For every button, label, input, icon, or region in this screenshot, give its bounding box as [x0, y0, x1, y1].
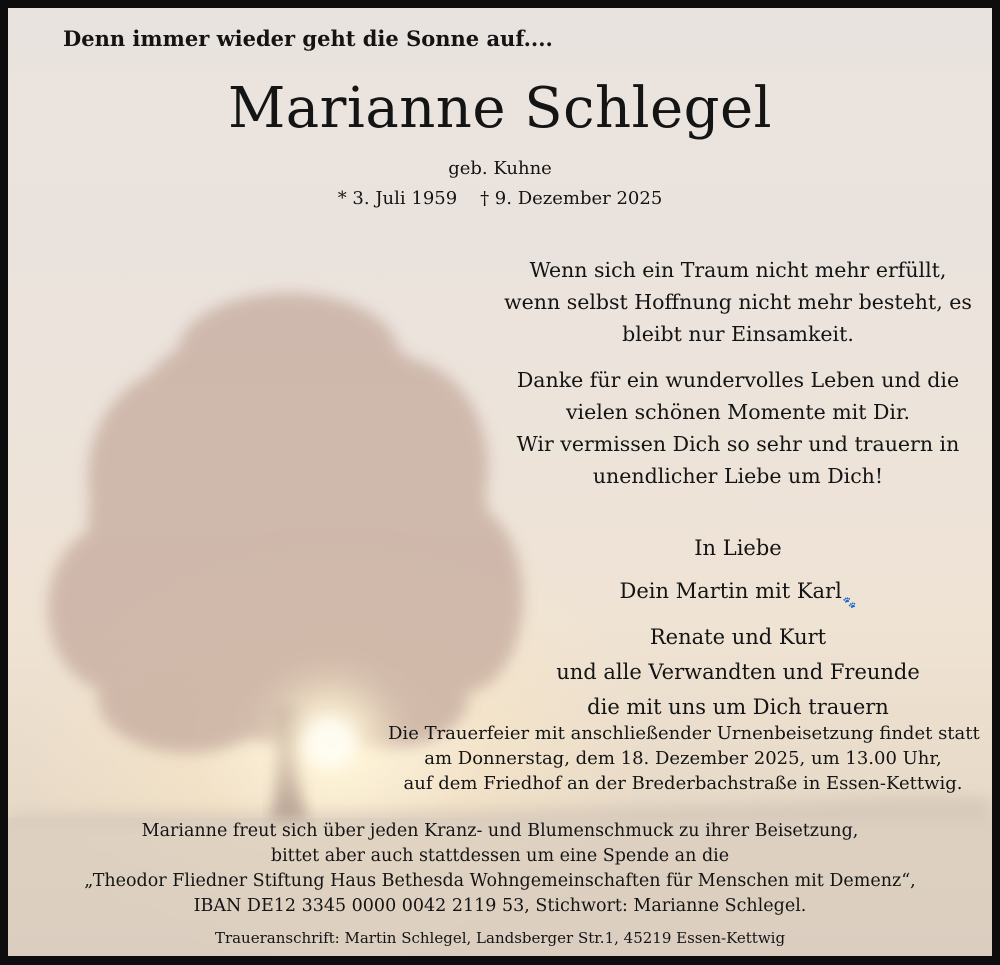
poem-line: vielen schönen Momente mit Dir.: [565, 400, 911, 424]
donation-line: „Theodor Fliedner Stiftung Haus Bethesda Wohngemeinschaften für Menschen mit Demenz“,: [84, 871, 916, 891]
signature-line: die mit uns um Dich trauern: [587, 695, 889, 719]
poem-stanza-1: [488, 254, 988, 350]
funeral-line: am Donnerstag, dem 18. Dezember 2025, um 13.00 Uhr,: [424, 748, 942, 769]
signature-line: Dein Martin mit Karl🐾: [478, 574, 992, 620]
poem-line: bleibt nur Einsamkeit.: [622, 322, 854, 346]
donation-line: bittet aber auch stattdessen um eine Spende an die: [270, 846, 730, 866]
poem-stanza-2: [488, 364, 988, 492]
birth-date: * 3. Juli 1959: [337, 188, 458, 209]
poem-line: Wenn sich ein Traum nicht mehr erfüllt,: [529, 258, 947, 282]
signature-line: Renate und Kurt: [649, 625, 827, 649]
deceased-name: Marianne Schlegel: [227, 76, 773, 141]
mourning-address: Traueranschrift: Martin Schlegel, Landsberger Str.1, 45219 Essen-Kettwig: [214, 929, 786, 947]
obituary-notice: [8, 8, 992, 956]
maiden-name: geb. Kuhne: [448, 158, 552, 179]
poem-line: Danke für ein wundervolles Leben und die: [516, 368, 960, 392]
life-dates: [8, 188, 992, 209]
funeral-details: [388, 721, 978, 796]
motto: Denn immer wieder geht die Sonne auf....: [63, 26, 553, 51]
donation-request: [8, 819, 992, 919]
funeral-line: Die Trauerfeier mit anschließender Urnenbeisetzung findet statt: [388, 723, 980, 744]
donation-line: Marianne freut sich über jeden Kranz- und Blumenschmuck zu ihrer Beisetzung,: [141, 821, 859, 841]
donation-line: IBAN DE12 3345 0000 0042 2119 53, Stichwort: Marianne Schlegel.: [193, 896, 807, 916]
death-date: † 9. Dezember 2025: [480, 188, 663, 209]
funeral-line: auf dem Friedhof an der Brederbachstraße in Essen-Kettwig.: [403, 773, 963, 794]
poem-line: unendlicher Liebe um Dich!: [592, 464, 884, 488]
poem-line: Wir vermissen Dich so sehr und trauern in: [516, 432, 960, 456]
signature-line: und alle Verwandten und Freunde: [556, 660, 920, 684]
paw-print-icon: 🐾: [842, 596, 857, 609]
poem-line: wenn selbst Hoffnung nicht mehr besteht, es: [504, 290, 972, 314]
signature-block: [478, 574, 992, 725]
signature-intro: In Liebe: [694, 536, 782, 560]
